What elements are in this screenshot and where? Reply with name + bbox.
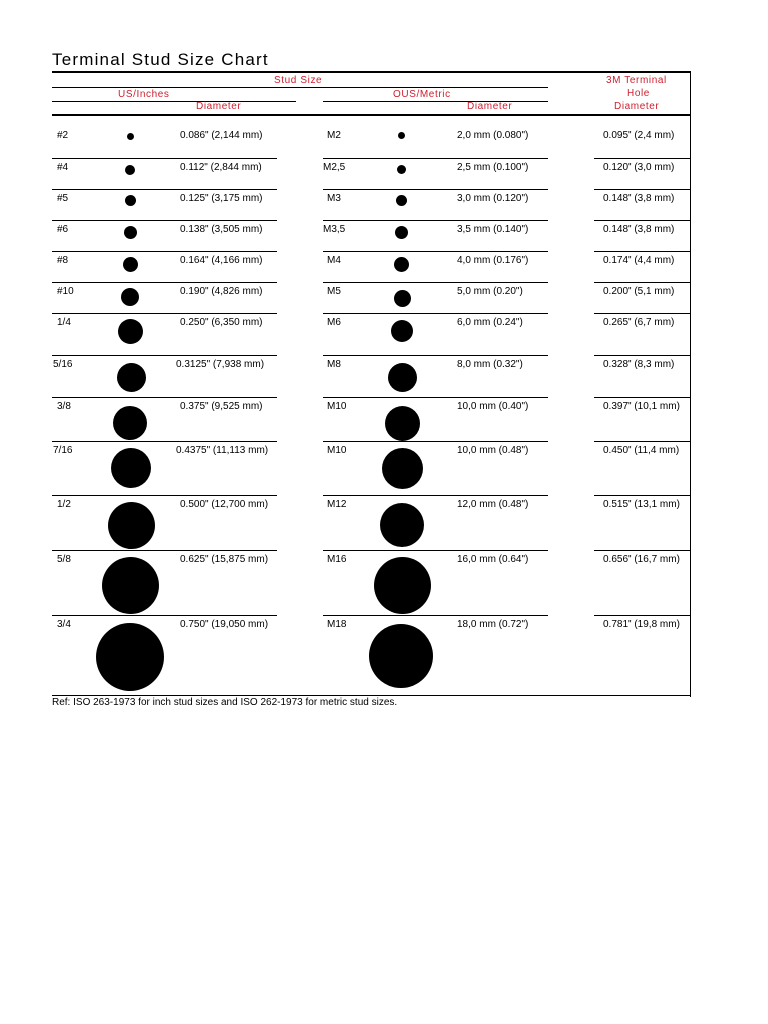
metric-stud-circle [391, 320, 413, 342]
row-rule-us [52, 220, 277, 221]
metric-size-label: M6 [327, 317, 341, 328]
metric-size-label: M3,5 [323, 224, 346, 235]
stud-size-header: Stud Size [274, 75, 323, 86]
row-rule-terminal [594, 158, 690, 159]
row-rule-us [52, 441, 277, 442]
us-diameter-value: 0.4375" (11,113 mm) [176, 445, 269, 456]
row-rule-us [52, 251, 277, 252]
row-rule-terminal [594, 355, 690, 356]
row-rule-terminal [594, 495, 690, 496]
row-rule-metric [323, 615, 548, 616]
terminal-header-line2: Hole [627, 88, 650, 99]
row-rule-terminal [594, 550, 690, 551]
us-diameter-value: 0.125" (3,175 mm) [180, 193, 263, 204]
us-inches-header: US/Inches [118, 89, 170, 100]
metric-size-label: M3 [327, 193, 341, 204]
metric-diameter-value: 3,5 mm (0.140") [457, 224, 529, 235]
metric-stud-circle [380, 503, 424, 547]
us-size-label: 7/16 [53, 445, 73, 456]
row-rule-terminal [594, 189, 690, 190]
metric-diameter-value: 2,5 mm (0.100") [457, 162, 529, 173]
metric-size-label: M10 [327, 401, 347, 412]
metric-diameter-value: 16,0 mm (0.64") [457, 554, 529, 565]
row-rule-metric [323, 282, 548, 283]
us-stud-circle [96, 623, 164, 691]
row-rule-us [52, 313, 277, 314]
terminal-hole-value: 0.397" (10,1 mm) [603, 401, 680, 412]
terminal-header-line3: Diameter [614, 101, 660, 112]
metric-stud-circle [395, 226, 408, 239]
metric-diameter-value: 12,0 mm (0.48") [457, 499, 529, 510]
us-size-label: #8 [57, 255, 69, 266]
metric-size-label: M2 [327, 130, 341, 141]
metric-stud-circle [374, 557, 431, 614]
terminal-hole-value: 0.328" (8,3 mm) [603, 359, 675, 370]
us-size-label: 3/4 [57, 619, 71, 630]
metric-diameter-value: 18,0 mm (0.72") [457, 619, 529, 630]
metric-size-label: M18 [327, 619, 347, 630]
us-diameter-value: 0.190" (4,826 mm) [180, 286, 263, 297]
row-rule-terminal [594, 282, 690, 283]
us-stud-circle [118, 319, 143, 344]
metric-stud-circle [382, 448, 423, 489]
us-size-label: 1/2 [57, 499, 71, 510]
us-diameter-value: 0.112" (2,844 mm) [180, 162, 262, 173]
terminal-hole-value: 0.450" (11,4 mm) [603, 445, 680, 456]
us-diameter-value: 0.625" (15,875 mm) [180, 554, 269, 565]
metric-diameter-value: 6,0 mm (0.24") [457, 317, 523, 328]
row-rule-metric [323, 397, 548, 398]
metric-diameter-value: 3,0 mm (0.120") [457, 193, 529, 204]
us-diameter-value: 0.500" (12,700 mm) [180, 499, 269, 510]
us-size-label: #10 [57, 286, 74, 297]
row-rule-terminal [594, 397, 690, 398]
us-size-label: #4 [57, 162, 69, 173]
metric-size-label: M16 [327, 554, 347, 565]
metric-diameter-value: 2,0 mm (0.080") [457, 130, 529, 141]
ous-metric-header: OUS/Metric [393, 89, 451, 100]
terminal-hole-value: 0.174" (4,4 mm) [603, 255, 675, 266]
metric-size-label: M2,5 [323, 162, 346, 173]
row-rule-metric [323, 441, 548, 442]
terminal-hole-value: 0.515" (13,1 mm) [603, 499, 680, 510]
us-diameter-header: Diameter [196, 101, 242, 112]
metric-size-label: M12 [327, 499, 347, 510]
row-rule-terminal [594, 441, 690, 442]
us-stud-circle [125, 165, 135, 175]
header-top-rule [52, 71, 691, 73]
row-rule-metric [323, 355, 548, 356]
us-diameter-value: 0.164" (4,166 mm) [180, 255, 263, 266]
us-stud-circle [124, 226, 137, 239]
terminal-hole-value: 0.200" (5,1 mm) [603, 286, 675, 297]
row-rule-us [52, 355, 277, 356]
us-stud-circle [127, 133, 134, 140]
us-stud-circle [121, 288, 139, 306]
us-stud-circle [111, 448, 151, 488]
us-diameter-value: 0.750" (19,050 mm) [180, 619, 269, 630]
row-rule-terminal [594, 313, 690, 314]
row-rule-metric [323, 495, 548, 496]
terminal-hole-value: 0.265" (6,7 mm) [603, 317, 675, 328]
metric-size-label: M5 [327, 286, 341, 297]
header-rule-us [52, 87, 548, 88]
us-diameter-value: 0.138" (3,505 mm) [180, 224, 263, 235]
row-rule-metric [323, 251, 548, 252]
metric-stud-circle [385, 406, 420, 441]
metric-size-label: M4 [327, 255, 341, 266]
table-right-border [690, 71, 691, 697]
us-diameter-value: 0.375" (9,525 mm) [180, 401, 263, 412]
us-diameter-value: 0.250" (6,350 mm) [180, 317, 263, 328]
row-rule-metric [323, 158, 548, 159]
row-rule-us [52, 282, 277, 283]
row-rule-us [52, 495, 277, 496]
metric-stud-circle [394, 290, 411, 307]
page-title: Terminal Stud Size Chart [52, 50, 269, 69]
metric-stud-circle [388, 363, 417, 392]
us-size-label: #2 [57, 130, 69, 141]
us-diameter-value: 0.3125" (7,938 mm) [176, 359, 265, 370]
row-rule-terminal [594, 615, 690, 616]
metric-stud-circle [394, 257, 409, 272]
metric-diameter-value: 4,0 mm (0.176") [457, 255, 529, 266]
terminal-hole-value: 0.148" (3,8 mm) [603, 193, 675, 204]
row-rule-us [52, 397, 277, 398]
metric-diameter-header: Diameter [467, 101, 513, 112]
header-rule-metric-2 [323, 101, 548, 102]
metric-stud-circle [398, 132, 405, 139]
metric-diameter-value: 5,0 mm (0.20") [457, 286, 523, 297]
us-size-label: #6 [57, 224, 69, 235]
metric-size-label: M8 [327, 359, 341, 370]
row-rule-terminal [594, 251, 690, 252]
us-size-label: 5/8 [57, 554, 71, 565]
us-stud-circle [117, 363, 146, 392]
us-stud-circle [125, 195, 136, 206]
terminal-header-line1: 3M Terminal [606, 75, 667, 86]
us-stud-circle [108, 502, 155, 549]
us-size-label: 3/8 [57, 401, 71, 412]
metric-diameter-value: 10,0 mm (0.48") [457, 445, 529, 456]
row-rule-us [52, 158, 277, 159]
row-rule-terminal [594, 220, 690, 221]
metric-stud-circle [396, 195, 407, 206]
us-diameter-value: 0.086" (2,144 mm) [180, 130, 263, 141]
us-stud-circle [102, 557, 159, 614]
metric-diameter-value: 10,0 mm (0.40") [457, 401, 529, 412]
terminal-hole-value: 0.781" (19,8 mm) [603, 619, 680, 630]
row-rule-us [52, 550, 277, 551]
header-rule-us-2 [52, 101, 296, 102]
table-bottom-rule [52, 695, 691, 696]
metric-stud-circle [369, 624, 433, 688]
reference-note: Ref: ISO 263-1973 for inch stud sizes and ISO 262-1973 for metric stud sizes. [52, 697, 398, 708]
us-size-label: 5/16 [53, 359, 73, 370]
row-rule-metric [323, 313, 548, 314]
row-rule-metric [323, 220, 548, 221]
row-rule-us [52, 189, 277, 190]
terminal-hole-value: 0.148" (3,8 mm) [603, 224, 675, 235]
us-size-label: 1/4 [57, 317, 71, 328]
us-stud-circle [123, 257, 138, 272]
row-rule-metric [323, 189, 548, 190]
metric-size-label: M10 [327, 445, 347, 456]
row-rule-metric [323, 550, 548, 551]
us-size-label: #5 [57, 193, 69, 204]
metric-stud-circle [397, 165, 406, 174]
header-bottom-rule [52, 114, 691, 116]
terminal-hole-value: 0.095" (2,4 mm) [603, 130, 675, 141]
row-rule-us [52, 615, 277, 616]
metric-diameter-value: 8,0 mm (0.32") [457, 359, 523, 370]
terminal-hole-value: 0.656" (16,7 mm) [603, 554, 680, 565]
terminal-hole-value: 0.120" (3,0 mm) [603, 162, 675, 173]
us-stud-circle [113, 406, 147, 440]
